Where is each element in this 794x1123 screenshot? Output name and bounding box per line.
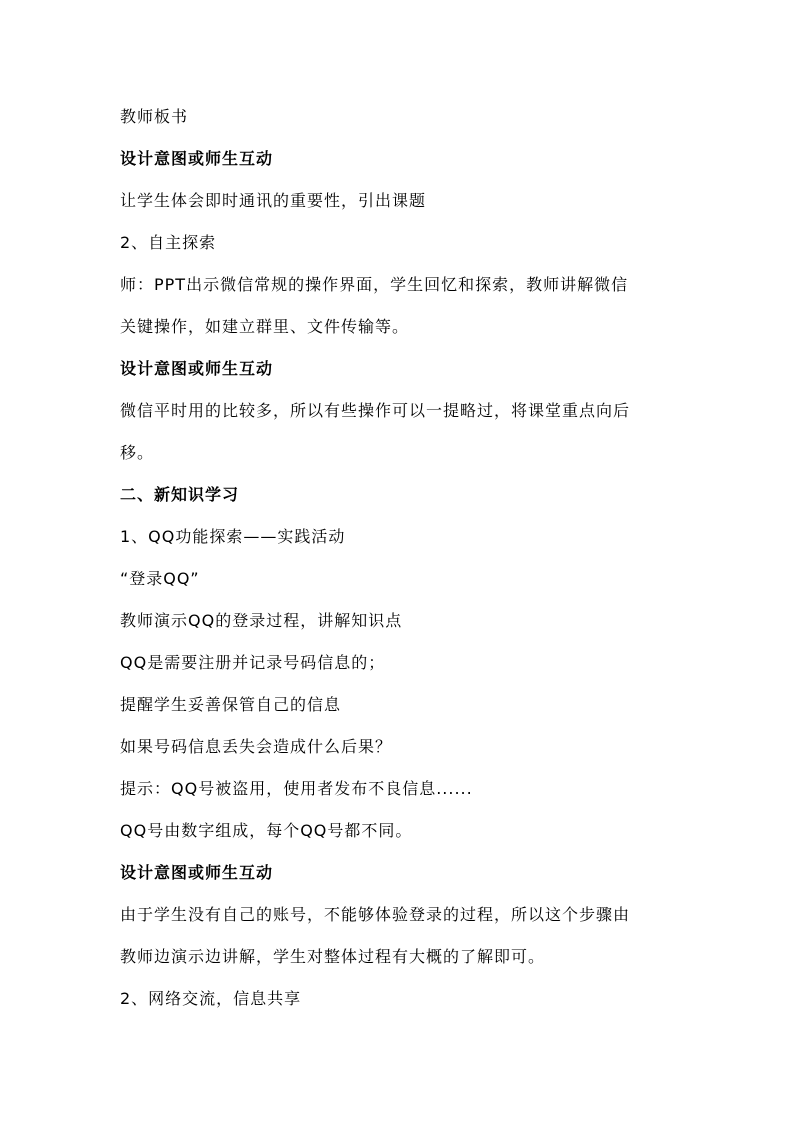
text-line: 如果号码信息丢失会造成什么后果？ <box>120 737 393 756</box>
text-line: 提醒学生妥善保管自己的信息 <box>120 695 342 714</box>
section-heading: 二、新知识学习 <box>120 485 240 504</box>
text-line: 让学生体会即时通讯的重要性，引出课题 <box>120 191 427 210</box>
section-subheading: 2、网络交流，信息共享 <box>120 989 302 1008</box>
heading-design-intent: 设计意图或师生互动 <box>120 149 274 168</box>
heading-design-intent: 设计意图或师生互动 <box>120 863 274 882</box>
text-line: 由于学生没有自己的账号，不能够体验登录的过程，所以这个步骤由 <box>120 905 631 924</box>
text-line: QQ号由数字组成，每个QQ号都不同。 <box>120 821 413 840</box>
text-line: 关键操作，如建立群里、文件传输等。 <box>120 317 410 336</box>
text-line: 微信平时用的比较多，所以有些操作可以一提略过，将课堂重点向后 <box>120 401 631 420</box>
text-line: 师：PPT出示微信常规的操作界面，学生回忆和探索，教师讲解微信 <box>120 275 629 294</box>
text-line: 教师边演示边讲解，学生对整体过程有大概的了解即可。 <box>120 947 546 966</box>
text-line-teacher-board: 教师板书 <box>120 107 189 126</box>
text-line: “登录QQ” <box>120 569 200 588</box>
text-line: 移。 <box>120 443 155 462</box>
section-subheading: 2、自主探索 <box>120 233 217 252</box>
section-subheading: 1、QQ功能探索——实践活动 <box>120 527 346 546</box>
text-line: 提示：QQ号被盗用，使用者发布不良信息...... <box>120 779 473 798</box>
text-line: 教师演示QQ的登录过程，讲解知识点 <box>120 611 403 630</box>
heading-design-intent: 设计意图或师生互动 <box>120 359 274 378</box>
text-line: QQ是需要注册并记录号码信息的； <box>120 653 386 672</box>
